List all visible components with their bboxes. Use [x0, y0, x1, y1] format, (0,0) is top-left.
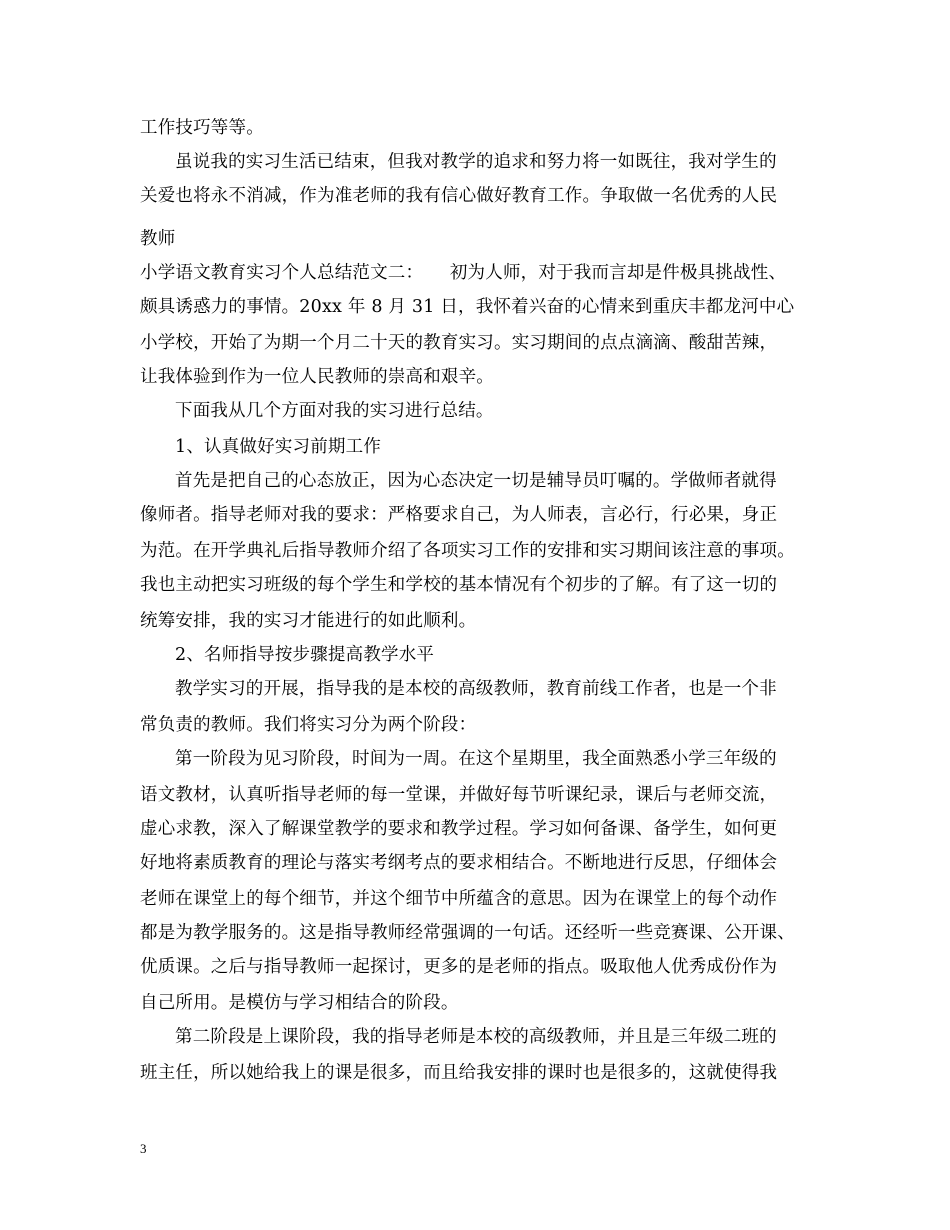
text-line: 第一阶段为见习阶段，时间为一周。在这个星期里，我全面熟悉小学三年级的	[175, 749, 777, 769]
text-line: 教学实习的开展，指导我的是本校的高级教师，教育前线工作者，也是一个非	[175, 679, 777, 699]
text-line: 虽说我的实习生活已结束，但我对教学的追求和努力将一如既往，我对学生的	[175, 152, 777, 172]
text-line: 首先是把自己的心态放正，因为心态决定一切是辅导员叮嘱的。学做师者就得	[175, 471, 777, 491]
text-line: 为范。在开学典礼后指导教师介绍了各项实习工作的安排和实习期间该注意的事项。	[140, 541, 795, 561]
text-line: 虚心求教，深入了解课堂教学的要求和教学过程。学习如何备课、备学生，如何更	[140, 819, 778, 839]
text-line: 语文教材，认真听指导老师的每一堂课，并做好每节听课纪录，课后与老师交流，	[140, 785, 778, 805]
text-line: 关爱也将永不消减，作为准老师的我有信心做好教育工作。争取做一名优秀的人民	[140, 186, 778, 206]
text-line: 让我体验到作为一位人民教师的崇高和艰辛。	[140, 367, 494, 387]
text-line: 教师	[140, 229, 176, 249]
text-line: 好地将素质教育的理论与落实考纲考点的要求相结合。不断地进行反思，仔细体会	[140, 853, 778, 873]
text-line: 自己所用。是模仿与学习相结合的阶段。	[140, 993, 459, 1013]
text-line: 工作技巧等等。	[140, 118, 264, 138]
text-line: 下面我从几个方面对我的实习进行总结。	[175, 401, 494, 421]
text-line: 都是为教学服务的。这是指导教师经常强调的一句话。还经听一些竞赛课、公开课、	[140, 923, 795, 943]
page-number: 3	[140, 1141, 147, 1156]
text-line: 优质课。之后与指导教师一起探讨，更多的是老师的指点。吸取他人优秀成份作为	[140, 957, 778, 977]
text-line: 像师者。指导老师对我的要求：严格要求自己，为人师表，言必行，行必果，身正	[140, 505, 778, 525]
text-line: 常负责的教师。我们将实习分为两个阶段：	[140, 715, 477, 735]
text-line: 小学语文教育实习个人总结范文二： 初为人师，对于我而言却是件极具挑战性、	[140, 263, 787, 283]
text-line: 老师在课堂上的每个细节，并这个细节中所蕴含的意思。因为在课堂上的每个动作	[140, 889, 778, 909]
text-line: 小学校，开始了为期一个月二十天的教育实习。实习期间的点点滴滴、酸甜苦辣，	[140, 333, 778, 353]
text-line: 统筹安排，我的实习才能进行的如此顺利。	[140, 611, 477, 631]
section-heading: 2、名师指导按步骤提高教学水平	[175, 645, 435, 665]
text-line: 第二阶段是上课阶段，我的指导老师是本校的高级教师，并且是三年级二班的	[175, 1027, 777, 1047]
text-line: 班主任，所以她给我上的课是很多，而且给我安排的课时也是很多的，这就使得我	[140, 1063, 778, 1083]
text-line: 我也主动把实习班级的每个学生和学校的基本情况有个初步的了解。有了这一切的	[140, 575, 778, 595]
text-line: 颇具诱惑力的事情。20xx 年 8 月 31 日，我怀着兴奋的心情来到重庆丰都龙河中心	[140, 297, 795, 317]
section-heading: 1、认真做好实习前期工作	[175, 437, 382, 457]
